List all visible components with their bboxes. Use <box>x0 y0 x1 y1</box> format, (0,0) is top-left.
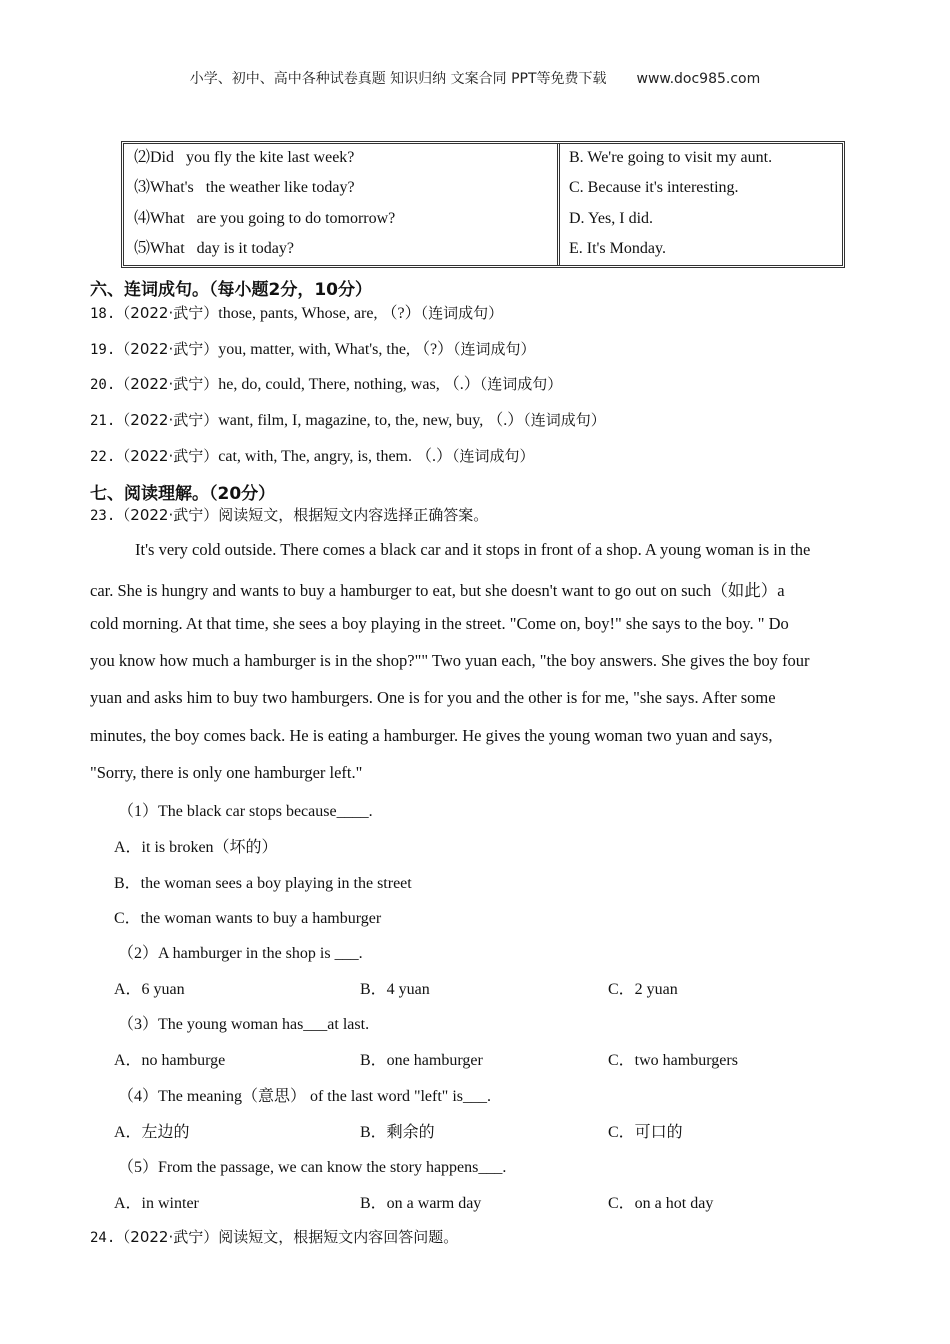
option-c: C．on a hot day <box>608 1195 714 1212</box>
question-number: 22. <box>90 449 116 465</box>
question-source: （2022·武宁） <box>115 304 219 322</box>
passage-line: yuan and asks him to buy two hamburgers. One is for you and the other is for me, "she says. After some <box>90 688 776 707</box>
question-number: 24. <box>90 1230 116 1246</box>
passage-line: car. She is hungry and wants to buy a hamburger to eat, but she doesn't want to go out on such（如此）a <box>90 581 785 600</box>
option-a: A．6 yuan <box>114 981 185 998</box>
question-number: 19. <box>90 342 116 358</box>
table-divider <box>557 144 560 265</box>
table-left-cell: ⑸What day is it today? <box>134 240 294 257</box>
question-source: （2022·武宁） <box>115 447 219 465</box>
passage-line: minutes, the boy comes back. He is eating a hamburger. He gives the young woman two yuan and says, <box>90 726 773 745</box>
page-header <box>0 68 950 88</box>
option-c: C．two hamburgers <box>608 1052 738 1069</box>
question-tag: （连词成句） <box>452 447 535 465</box>
option-a: A．左边的 <box>114 1124 190 1141</box>
option-a: A．no hamburge <box>114 1052 226 1069</box>
section-7-title: 七、阅读理解。（20分） <box>90 484 276 504</box>
table-left-cell: ⑵Did you fly the kite last week? <box>134 149 355 166</box>
subquestion-3: （3）The young woman has___at last. <box>118 1016 370 1033</box>
question-tag: （连词成句） <box>453 340 536 358</box>
question-source: （2022·武宁） <box>115 506 219 524</box>
table-left-cell: ⑶What's the weather like today? <box>134 179 355 196</box>
section-6-title: 六、连词成句。（每小题2分，10分） <box>90 280 372 300</box>
option-a: A．in winter <box>114 1195 199 1212</box>
question-source: （2022·武宁） <box>115 375 219 393</box>
question-instruction: 阅读短文，根据短文内容选择正确答案。 <box>218 506 489 524</box>
passage-line: It's very cold outside. There comes a black car and it stops in front of a shop. A young woman is in the <box>135 540 811 559</box>
question-21 <box>90 407 606 430</box>
subquestion-2: （2）A hamburger in the shop is ___. <box>118 945 363 962</box>
passage-line: cold morning. At that time, she sees a boy playing in the street. "Come on, boy!" she says to the boy. " Do <box>90 614 789 633</box>
question-source: （2022·武宁） <box>115 411 219 429</box>
option-a: A．it is broken（坏的） <box>114 839 278 856</box>
question-source: （2022·武宁） <box>115 340 219 358</box>
option-c: C．可口的 <box>608 1124 683 1141</box>
question-24 <box>90 1226 458 1247</box>
option-b: B．剩余的 <box>360 1124 435 1141</box>
question-19 <box>90 336 536 359</box>
option-b: B．4 yuan <box>360 981 430 998</box>
header-text: 小学、初中、高中各种试卷真题 知识归纳 文案合同 PPT等免费下载 <box>189 71 607 87</box>
option-b: B．the woman sees a boy playing in the street <box>114 875 412 892</box>
table-right-cell: C. Because it's interesting. <box>569 179 739 196</box>
passage-line: you know how much a hamburger is in the shop?"" Two yuan each, "the boy answers. She gives the boy four <box>90 651 810 670</box>
subquestion-4: （4）The meaning（意思） of the last word "left" is___. <box>118 1088 492 1105</box>
question-body: you, matter, with, What's, the, （?） <box>218 341 454 358</box>
subquestion-5: （5）From the passage, we can know the story happens___. <box>118 1159 507 1176</box>
table-right-cell: B. We're going to visit my aunt. <box>569 149 773 166</box>
option-b: B．one hamburger <box>360 1052 483 1069</box>
option-c: C．2 yuan <box>608 981 678 998</box>
question-20 <box>90 371 562 394</box>
question-body: want, film, I, magazine, to, the, new, buy, （.） <box>218 412 524 429</box>
passage-line: "Sorry, there is only one hamburger left." <box>90 763 363 782</box>
header-site: www.doc985.com <box>636 71 761 87</box>
question-23 <box>90 504 488 525</box>
matching-table <box>121 141 845 268</box>
question-number: 21. <box>90 413 116 429</box>
table-left-cell: ⑷What are you going to do tomorrow? <box>134 210 396 227</box>
question-source: （2022·武宁） <box>115 1228 219 1246</box>
question-22 <box>90 443 535 466</box>
question-number: 18. <box>90 306 116 322</box>
question-body: he, do, could, There, nothing, was, （.） <box>218 376 480 393</box>
subquestion-1: （1）The black car stops because____. <box>118 803 373 820</box>
question-18 <box>90 300 503 323</box>
question-number: 20. <box>90 377 116 393</box>
question-body: cat, with, The, angry, is, them. （.） <box>218 448 452 465</box>
question-instruction: 阅读短文，根据短文内容回答问题。 <box>218 1228 459 1246</box>
question-body: those, pants, Whose, are, （?） <box>218 305 421 322</box>
question-tag: （连词成句） <box>420 304 504 322</box>
table-right-cell: E. It's Monday. <box>569 240 666 257</box>
option-b: B．on a warm day <box>360 1195 482 1212</box>
table-right-cell: D. Yes, I did. <box>569 210 654 227</box>
option-c: C．the woman wants to buy a hamburger <box>114 910 382 927</box>
question-tag: （连词成句） <box>523 411 606 429</box>
question-number: 23. <box>90 508 116 524</box>
question-tag: （连词成句） <box>479 375 563 393</box>
